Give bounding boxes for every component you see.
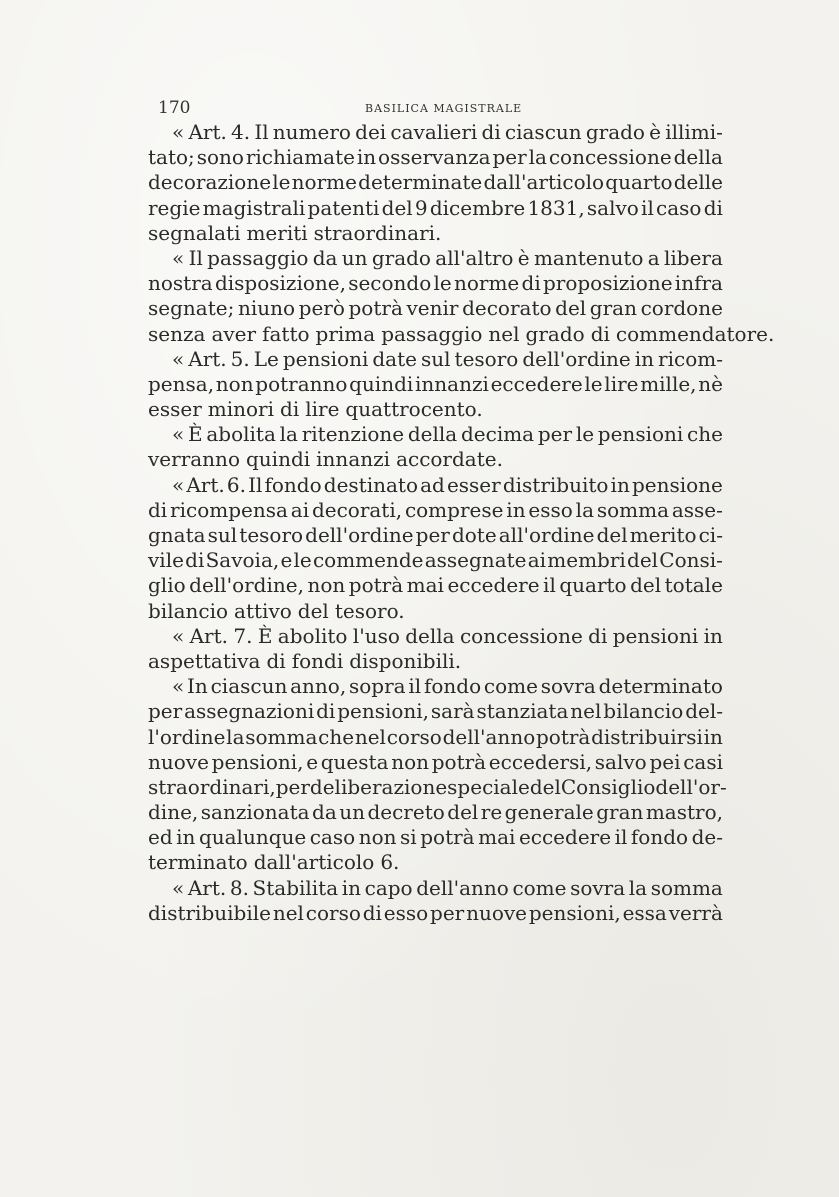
text-line: dine, sanzionata da un decreto del re generale gran mastro, bbox=[148, 800, 723, 825]
text-line: « Art. 8. Stabilita in capo dell'anno come sovra la somma bbox=[172, 875, 723, 900]
page-header bbox=[158, 98, 718, 122]
text-line: « Art. 5. Le pensioni date sul tesoro dell'ordine in ricom- bbox=[172, 346, 723, 371]
text-line: « È abolita la ritenzione della decima per le pensioni che bbox=[172, 422, 723, 447]
text-line: l'ordine la somma che nel corso dell'anno potrà distribuirsi in bbox=[148, 724, 723, 749]
running-title: BASILICA MAGISTRALE bbox=[365, 102, 523, 115]
text-line: tato; sono richiamate in osservanza per la concessione della bbox=[148, 145, 723, 170]
text-line: bilancio attivo del tesoro. bbox=[148, 598, 405, 623]
text-line: « In ciascun anno, sopra il fondo come sovra determinato bbox=[172, 674, 723, 699]
text-line: straordinari, per deliberazione speciale del Consiglio dell'or- bbox=[148, 774, 727, 799]
text-line: terminato dall'articolo 6. bbox=[148, 850, 400, 875]
text-line: gnata sul tesoro dell'ordine per dote all'ordine del merito ci- bbox=[148, 523, 723, 547]
text-line: esser minori di lire quattrocento. bbox=[148, 397, 483, 422]
text-line: vile di Savoia, e le commende assegnate ai membri del Consi- bbox=[148, 548, 723, 573]
text-line: senza aver fatto prima passaggio nel grado di commendatore. bbox=[148, 321, 775, 346]
text-line: « Art. 4. Il numero dei cavalieri di ciascun grado è illimi- bbox=[172, 120, 723, 144]
text-line: di ricompensa ai decorati, comprese in esso la somma asse- bbox=[148, 497, 723, 522]
text-line: « Art. 6. Il fondo destinato ad esser distribuito in pensione bbox=[172, 472, 723, 497]
text-line: per assegnazioni di pensioni, sarà stanziata nel bilancio del- bbox=[148, 699, 723, 724]
text-line: glio dell'ordine, non potrà mai eccedere il quarto del totale bbox=[148, 573, 723, 598]
text-line: aspettativa di fondi disponibili. bbox=[148, 648, 462, 673]
text-line: distribuibile nel corso di esso per nuove pensioni, essa verrà bbox=[148, 900, 723, 925]
text-line: pensa, non potranno quindi innanzi eccedere le lire mille, nè bbox=[148, 371, 723, 396]
text-line: segnalati meriti straordinari. bbox=[148, 220, 442, 245]
text-line: regie magistrali patenti del 9 dicembre 1831, salvo il caso di bbox=[148, 195, 723, 220]
text-line: nostra disposizione, secondo le norme di proposizione infra bbox=[148, 271, 723, 296]
text-line: decorazione le norme determinate dall'articolo quarto delle bbox=[148, 170, 723, 195]
text-line: segnate; niuno però potrà venir decorato del gran cordone bbox=[148, 296, 723, 321]
page-number: 170 bbox=[158, 98, 191, 118]
text-line: « Art. 7. È abolito l'uso della concessione di pensioni in bbox=[172, 623, 723, 648]
text-line: verranno quindi innanzi accordate. bbox=[148, 447, 503, 472]
text-line: « Il passaggio da un grado all'altro è mantenuto a libera bbox=[172, 245, 723, 270]
text-line: nuove pensioni, e questa non potrà eccedersi, salvo pei casi bbox=[148, 749, 723, 774]
text-line: ed in qualunque caso non si potrà mai eccedere il fondo de- bbox=[148, 825, 723, 850]
body-text bbox=[148, 120, 775, 926]
